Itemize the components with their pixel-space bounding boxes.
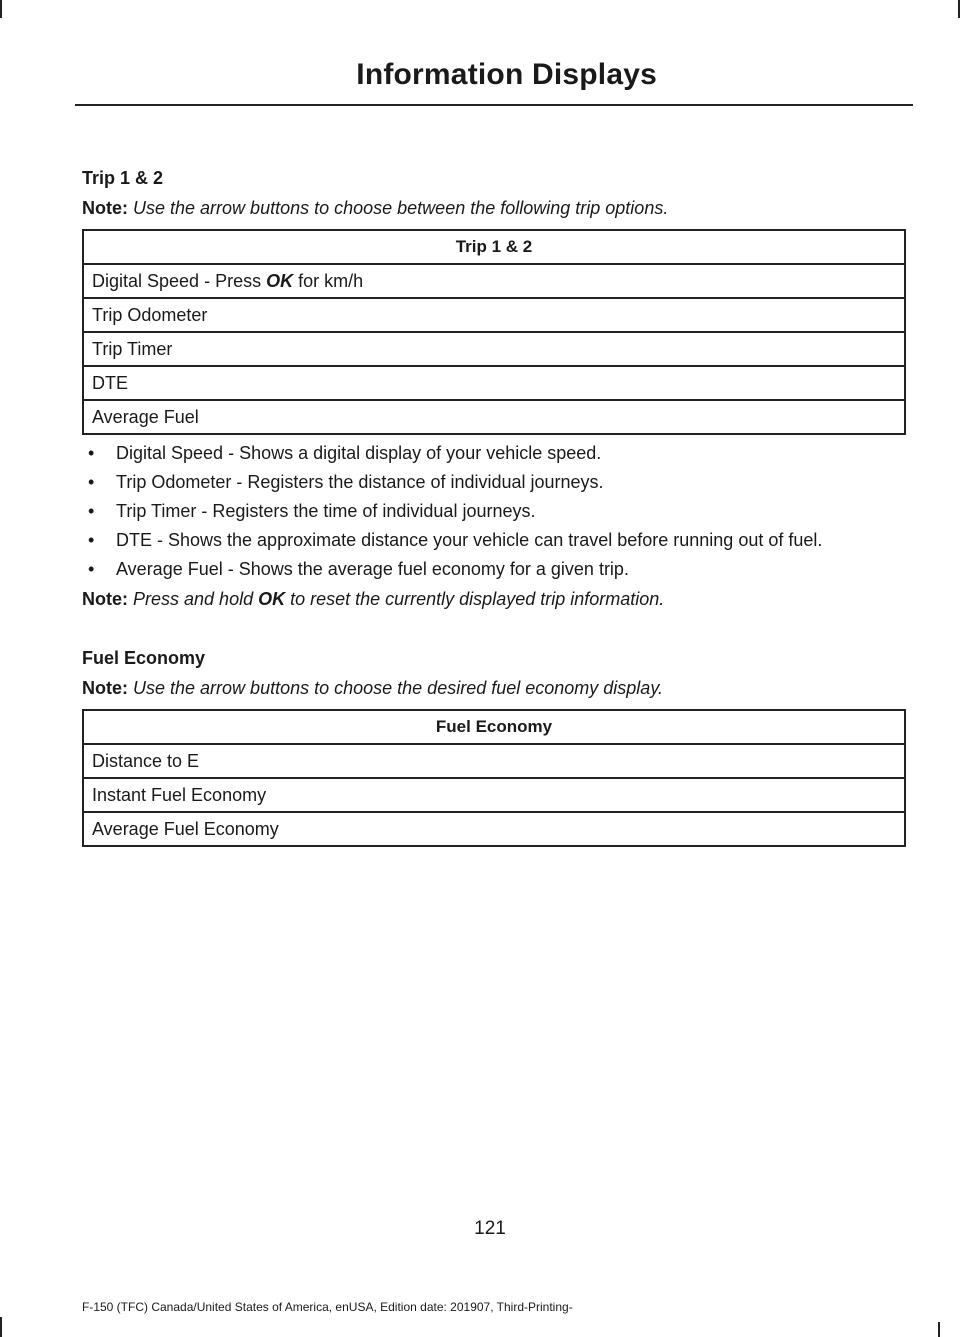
reset-note [82, 588, 906, 610]
table-cell: Trip Timer [83, 332, 905, 366]
note-text: Use the arrow buttons to choose between the following trip options. [133, 198, 669, 218]
note-text: Press and hold [133, 589, 259, 609]
table-row [83, 298, 905, 332]
note-label: Note: [82, 198, 128, 218]
list-item: • Digital Speed - Shows a digital display of your vehicle speed. [82, 443, 906, 464]
cell-text: for km/h [293, 270, 364, 291]
crop-mark-bottom-right [938, 1322, 940, 1337]
list-item: • DTE - Shows the approximate distance your vehicle can travel before running out of fuel. [82, 530, 906, 551]
note-label: Note: [82, 589, 128, 609]
fuel-economy-heading: Fuel Economy [82, 648, 206, 668]
main-content [82, 167, 906, 847]
table-cell [83, 264, 905, 298]
table-row [83, 812, 905, 846]
table-row [83, 400, 905, 434]
table-row [83, 366, 905, 400]
trip-section-heading: Trip 1 & 2 [82, 168, 164, 188]
note-label: Note: [82, 678, 128, 698]
table-header: Fuel Economy [83, 710, 905, 744]
ok-button-label: OK [266, 270, 294, 291]
cell-text: Digital Speed - Press [92, 270, 267, 291]
table-cell: Trip Odometer [83, 298, 905, 332]
header-divider [75, 104, 913, 106]
list-item: • Average Fuel - Shows the average fuel economy for a given trip. [82, 559, 906, 580]
note-text: to reset the currently displayed trip information. [285, 589, 665, 609]
fuel-economy-table [82, 709, 906, 847]
trip-descriptions-list [82, 443, 906, 580]
table-row [83, 332, 905, 366]
list-item: • Trip Timer - Registers the time of individual journeys. [82, 501, 906, 522]
note-text: Use the arrow buttons to choose the desired fuel economy display. [133, 678, 663, 698]
table-header-row [83, 710, 905, 744]
page-number: 121 [474, 1218, 506, 1239]
table-row [83, 264, 905, 298]
table-row [83, 744, 905, 778]
trip-note [82, 197, 906, 219]
crop-mark-top-left [0, 0, 2, 18]
ok-button-label: OK [258, 589, 286, 609]
table-cell: Instant Fuel Economy [83, 778, 905, 812]
table-cell: Distance to E [83, 744, 905, 778]
table-cell: Average Fuel [83, 400, 905, 434]
crop-mark-bottom-left [0, 1317, 2, 1337]
trip-options-table [82, 229, 906, 435]
table-cell: DTE [83, 366, 905, 400]
list-item: • Trip Odometer - Registers the distance of individual journeys. [82, 472, 906, 493]
footer-edition-text: F-150 (TFC) Canada/United States of America, enUSA, Edition date: 201907, Third-Printing- [82, 1300, 573, 1314]
table-cell: Average Fuel Economy [83, 812, 905, 846]
table-header-row [83, 230, 905, 264]
fuel-economy-note [82, 677, 906, 699]
table-row [83, 778, 905, 812]
page-title: Information Displays [356, 58, 657, 91]
table-header: Trip 1 & 2 [83, 230, 905, 264]
